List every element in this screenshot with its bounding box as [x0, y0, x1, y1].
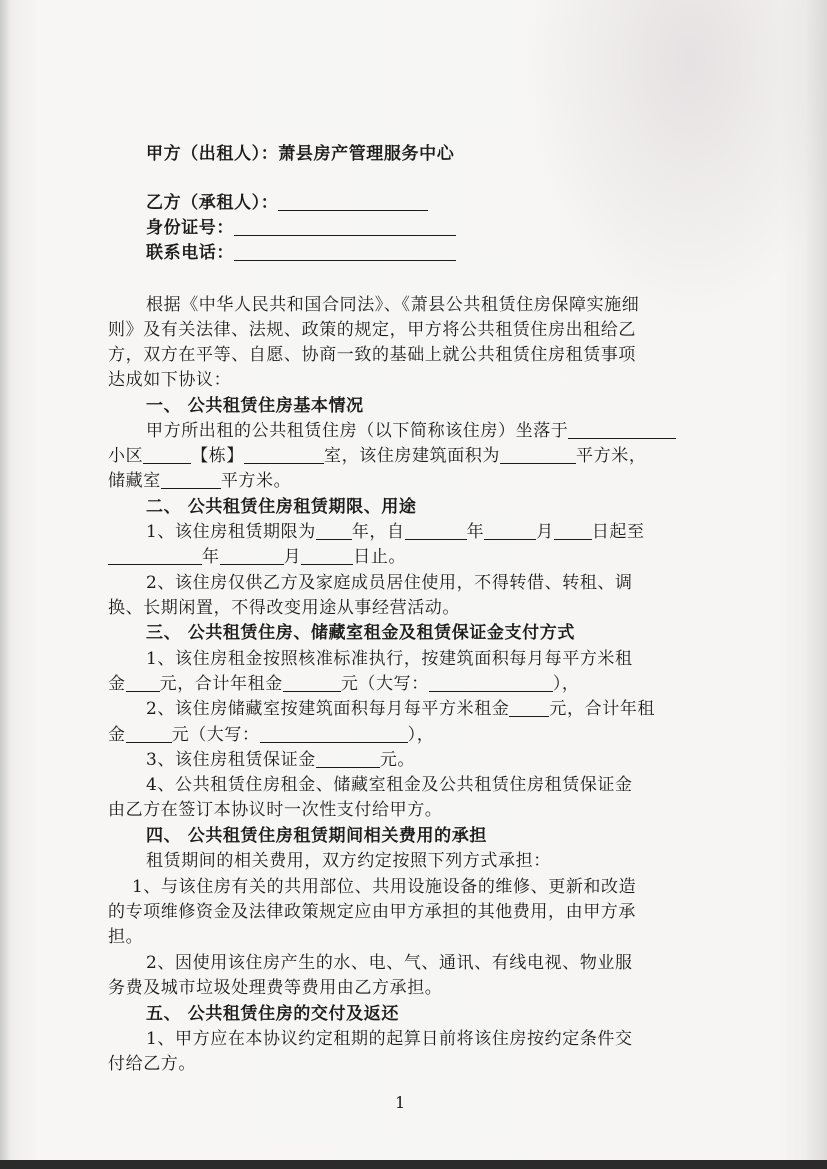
scan-edge-bottom	[0, 1160, 827, 1169]
blank	[484, 521, 536, 540]
preamble-line: 方，双方在平等、自愿、协商一致的基础上就公共租赁住房租赁事项	[108, 345, 636, 365]
blank	[316, 749, 380, 768]
blank	[509, 698, 549, 717]
id-label: 身份证号：	[146, 218, 234, 238]
blank	[126, 724, 172, 743]
blank	[126, 673, 160, 692]
sec4-line: 2、因使用该住房产生的水、电、气、通讯、有线电视、物业服	[146, 953, 633, 973]
blank	[283, 673, 341, 692]
blank	[108, 546, 202, 565]
sec3-line: 3、该住房租赁保证金 元。	[146, 750, 416, 770]
address-blank	[568, 420, 676, 439]
party-a-line: 甲方（出租人）：萧县房产管理服务中心	[146, 144, 455, 164]
sec3-line: 1、该住房租金按照核准标准执行，按建筑面积每月每平方米租	[146, 649, 633, 669]
preamble-line: 根据《中华人民共和国合同法》、《萧县公共租赁住房保障实施细	[146, 295, 640, 315]
sec4-line: 务费及城市垃圾处理费等费用由乙方承担。	[108, 978, 443, 998]
sec3-line: 2、该住房储藏室按建筑面积每月每平方米租金 元，合计年租	[146, 699, 656, 719]
scan-edge-right	[805, 0, 827, 1169]
section-2-title: 二、 公共租赁住房租赁期限、用途	[146, 497, 417, 517]
section-5-title: 五、 公共租赁住房的交付及返还	[146, 1004, 399, 1024]
sec2-line: 2、该住房仅供乙方及家庭成员居住使用，不得转借、转租、调	[146, 573, 633, 593]
blank	[301, 546, 353, 565]
blank	[260, 724, 408, 743]
blank	[244, 445, 324, 464]
party-b-blank	[278, 192, 428, 211]
sec1-line: 储藏室 平方米。	[108, 471, 292, 491]
blank	[554, 521, 592, 540]
blank	[429, 673, 553, 692]
sec3-line: 金 元（大写： ），	[108, 725, 435, 745]
party-b-label: 乙方（承租人）：	[146, 193, 279, 213]
sec2-line: 换、长期闲置，不得改变用途从事经营活动。	[108, 598, 460, 618]
sec4-line: 租赁期间的相关费用，双方约定按照下列方式承担：	[146, 851, 551, 871]
page-number: 1	[395, 1093, 406, 1112]
id-blank	[234, 217, 456, 236]
blank	[500, 445, 576, 464]
sec3-line: 由乙方在签订本协议时一次性支付给甲方。	[108, 800, 443, 820]
sec5-line: 1、甲方应在本协议约定租期的起算日前将该住房按约定条件交	[146, 1029, 633, 1049]
blank	[405, 521, 467, 540]
preamble-line: 则》及有关法律、法规、政策的规定，甲方将公共租赁住房出租给乙	[108, 320, 636, 340]
sec3-line: 4、公共租赁住房租金、储藏室租金及公共租赁住房租赁保证金	[146, 775, 633, 795]
party-b-line	[146, 191, 428, 215]
scan-edge-left	[0, 0, 10, 1169]
section-1-title: 一、 公共租赁住房基本情况	[146, 396, 364, 416]
sec4-line: 担。	[108, 927, 144, 947]
section-4-title: 四、 公共租赁住房租赁期间相关费用的承担	[146, 826, 487, 846]
sec5-line: 付给乙方。	[108, 1054, 196, 1074]
sec1-line: 甲方所出租的公共租赁住房（以下简称该住房）坐落于	[146, 419, 676, 443]
sec4-line: 1、与该住房有关的共用部位、共用设施设备的维修、更新和改造	[132, 877, 637, 897]
blank	[161, 470, 221, 489]
sec2-line: 1、该住房租赁期限为 年，自 年 月 日起至	[146, 522, 645, 542]
sec3-line: 金 元，合计年租金 元（大写： ），	[108, 674, 580, 694]
sec1-line: 小区 【栋】 室，该住房建筑面积为 平方米，	[108, 446, 647, 466]
sec4-line: 的专项维修资金及法律政策规定应由甲方承担的其他费用，由甲方承	[108, 902, 636, 922]
phone-blank	[234, 242, 456, 261]
blank	[220, 546, 284, 565]
sec2-line: 年 月 日止。	[108, 545, 406, 569]
blank	[316, 521, 352, 540]
phone-label: 联系电话：	[146, 243, 234, 263]
phone-line	[146, 241, 456, 265]
blank	[143, 445, 191, 464]
section-3-title: 三、 公共租赁住房、储藏室租金及租赁保证金支付方式	[146, 623, 575, 643]
id-line	[146, 216, 456, 240]
preamble-line: 达成如下协议：	[108, 370, 232, 390]
